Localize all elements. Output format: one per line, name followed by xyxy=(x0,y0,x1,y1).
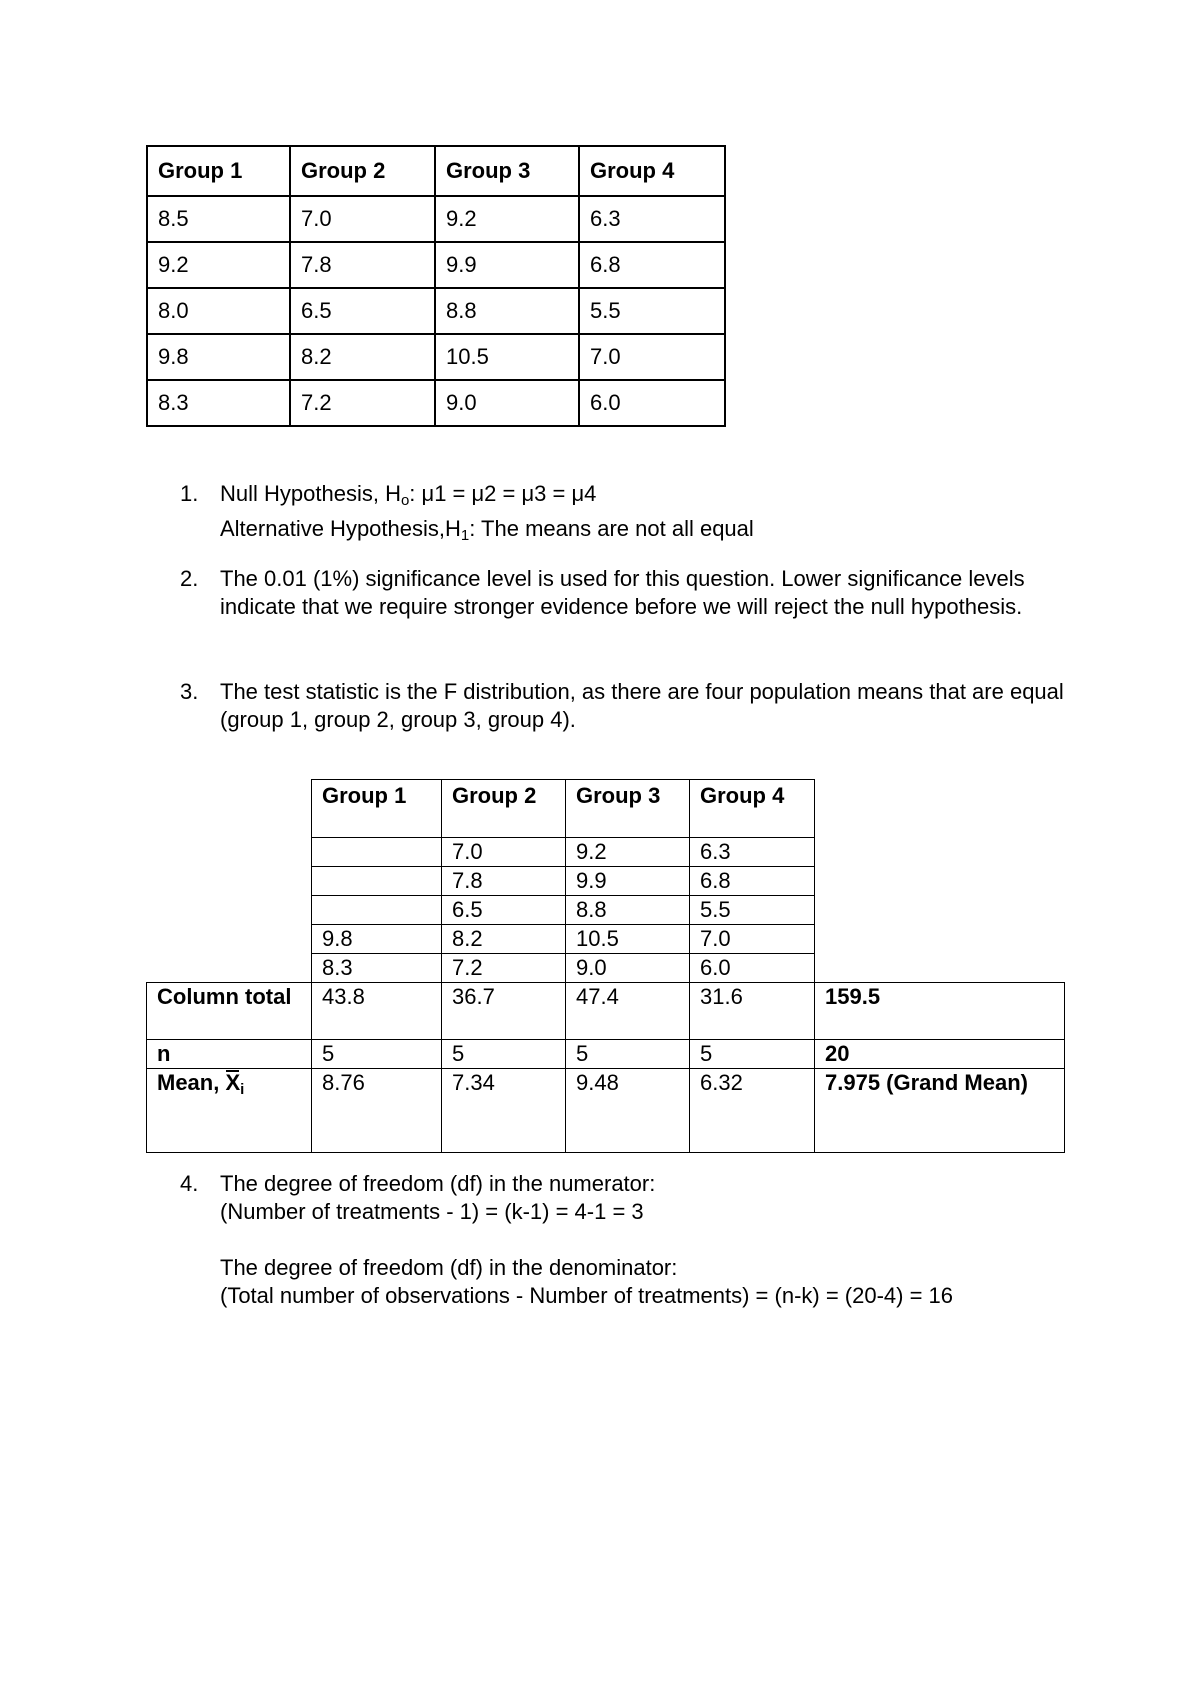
table-cell: 6.3 xyxy=(690,838,815,867)
x-bar-symbol: X xyxy=(225,1070,241,1095)
empty-cell xyxy=(147,925,312,954)
table-cell: 8.0 xyxy=(147,288,290,334)
table-cell: 7.2 xyxy=(290,380,435,426)
row-label: n xyxy=(147,1040,312,1069)
subscript: 1 xyxy=(460,527,470,544)
total-cell: 159.5 xyxy=(815,983,1065,1040)
table-header-row xyxy=(147,780,1065,838)
table-cell: 8.76 xyxy=(312,1069,442,1153)
table-cell: 8.8 xyxy=(566,896,690,925)
list-number: 3. xyxy=(180,679,199,704)
table-row xyxy=(147,925,1065,954)
summary-table xyxy=(146,779,1065,1153)
mean-row xyxy=(147,1069,1065,1153)
table-cell: 10.5 xyxy=(435,334,579,380)
header-cell: Group 4 xyxy=(690,780,815,838)
spacer xyxy=(220,1226,1080,1254)
header-cell: Group 1 xyxy=(312,780,442,838)
table-cell: 9.48 xyxy=(566,1069,690,1153)
table-cell: 7.8 xyxy=(290,242,435,288)
null-hypothesis-label: Null Hypothesis, H xyxy=(220,481,401,506)
table-cell: 5.5 xyxy=(690,896,815,925)
empty-cell xyxy=(815,867,1065,896)
header-cell: Group 3 xyxy=(566,780,690,838)
total-cell: 7.975 (Grand Mean) xyxy=(815,1069,1065,1153)
table-row xyxy=(147,334,725,380)
empty-cell xyxy=(147,867,312,896)
list-body xyxy=(220,1170,1080,1310)
table-cell: 9.8 xyxy=(147,334,290,380)
empty-cell xyxy=(147,838,312,867)
table-row xyxy=(147,242,725,288)
table-cell: 5.5 xyxy=(579,288,725,334)
list-number: 1. xyxy=(180,481,199,506)
table-cell: 47.4 xyxy=(566,983,690,1040)
table-cell: 6.5 xyxy=(290,288,435,334)
table-cell: 9.8 xyxy=(312,925,442,954)
raw-data-table xyxy=(146,145,726,427)
table-cell: 9.0 xyxy=(435,380,579,426)
empty-cell xyxy=(147,954,312,983)
row-label: Column total xyxy=(147,983,312,1040)
table-cell: 8.3 xyxy=(312,954,442,983)
table-cell: 5 xyxy=(690,1040,815,1069)
table-cell: 6.5 xyxy=(442,896,566,925)
empty-cell xyxy=(815,896,1065,925)
table-row xyxy=(147,867,1065,896)
table-cell xyxy=(312,896,442,925)
alternative-hypothesis xyxy=(220,515,1080,550)
table-cell: 9.9 xyxy=(435,242,579,288)
table-cell: 7.0 xyxy=(290,196,435,242)
table-cell: 6.0 xyxy=(579,380,725,426)
row-label xyxy=(147,1069,312,1153)
table-cell: 7.8 xyxy=(442,867,566,896)
table-cell: 6.8 xyxy=(690,867,815,896)
empty-cell xyxy=(815,925,1065,954)
table-cell: 8.2 xyxy=(290,334,435,380)
table-cell: 8.5 xyxy=(147,196,290,242)
list-body xyxy=(220,480,1080,550)
subscript: i xyxy=(240,1081,245,1098)
column-total-row xyxy=(147,983,1065,1040)
list-number: 4. xyxy=(180,1171,199,1196)
list-body: The 0.01 (1%) significance level is used for this question. Lower significance levels indicate that we require stronger evidence before we will reject the null hypothesis. xyxy=(220,566,1025,619)
table-cell: 36.7 xyxy=(442,983,566,1040)
table-row xyxy=(147,196,725,242)
table-header-row xyxy=(147,146,725,196)
header-cell: Group 3 xyxy=(435,146,579,196)
alternative-hypothesis-text: : The means are not all equal xyxy=(469,516,754,541)
table-cell: 7.2 xyxy=(442,954,566,983)
table-cell: 9.2 xyxy=(435,196,579,242)
table-cell: 9.0 xyxy=(566,954,690,983)
table-cell: 8.3 xyxy=(147,380,290,426)
empty-cell xyxy=(815,838,1065,867)
table-cell: 8.8 xyxy=(435,288,579,334)
table-cell: 6.8 xyxy=(579,242,725,288)
table-cell: 31.6 xyxy=(690,983,815,1040)
table-cell: 6.3 xyxy=(579,196,725,242)
table-cell: 7.0 xyxy=(442,838,566,867)
table-row xyxy=(147,380,725,426)
table-cell: 6.32 xyxy=(690,1069,815,1153)
header-cell: Group 1 xyxy=(147,146,290,196)
table-cell xyxy=(312,838,442,867)
table-row xyxy=(147,896,1065,925)
table-row xyxy=(147,954,1065,983)
list-body: The test statistic is the F distribution, as there are four population means that are equal (group 1, group 2, group 3, group 4). xyxy=(220,679,1064,732)
alternative-hypothesis-label: Alternative Hypothesis,H xyxy=(220,516,461,541)
mean-label: Mean, xyxy=(157,1070,226,1095)
header-cell: Group 4 xyxy=(579,146,725,196)
null-hypothesis-text: : μ1 = μ2 = μ3 = μ4 xyxy=(409,481,597,506)
table-cell: 9.2 xyxy=(147,242,290,288)
denominator-df-value: (Total number of observations - Number of treatments) = (n-k) = (20-4) = 16 xyxy=(220,1283,954,1308)
empty-cell xyxy=(147,896,312,925)
subscript: o xyxy=(400,492,410,509)
empty-cell xyxy=(815,780,1065,838)
total-cell: 20 xyxy=(815,1040,1065,1069)
table-cell: 10.5 xyxy=(566,925,690,954)
table-cell: 6.0 xyxy=(690,954,815,983)
numerator-df-label: The degree of freedom (df) in the numerator: xyxy=(220,1171,656,1196)
empty-cell xyxy=(147,780,312,838)
table-cell: 7.0 xyxy=(690,925,815,954)
table-cell: 5 xyxy=(312,1040,442,1069)
table-cell: 43.8 xyxy=(312,983,442,1040)
null-hypothesis xyxy=(220,480,1080,515)
numerator-df-value: (Number of treatments - 1) = (k-1) = 4-1 = 3 xyxy=(220,1199,644,1224)
table-cell: 9.9 xyxy=(566,867,690,896)
table-cell xyxy=(312,867,442,896)
table-cell: 9.2 xyxy=(566,838,690,867)
header-cell: Group 2 xyxy=(442,780,566,838)
table-cell: 7.34 xyxy=(442,1069,566,1153)
empty-cell xyxy=(815,954,1065,983)
table-cell: 5 xyxy=(566,1040,690,1069)
table-cell: 8.2 xyxy=(442,925,566,954)
denominator-df-label: The degree of freedom (df) in the denominator: xyxy=(220,1255,678,1280)
table-cell: 5 xyxy=(442,1040,566,1069)
header-cell: Group 2 xyxy=(290,146,435,196)
n-row xyxy=(147,1040,1065,1069)
table-row xyxy=(147,838,1065,867)
table-row xyxy=(147,288,725,334)
list-number: 2. xyxy=(180,566,199,591)
table-cell: 7.0 xyxy=(579,334,725,380)
